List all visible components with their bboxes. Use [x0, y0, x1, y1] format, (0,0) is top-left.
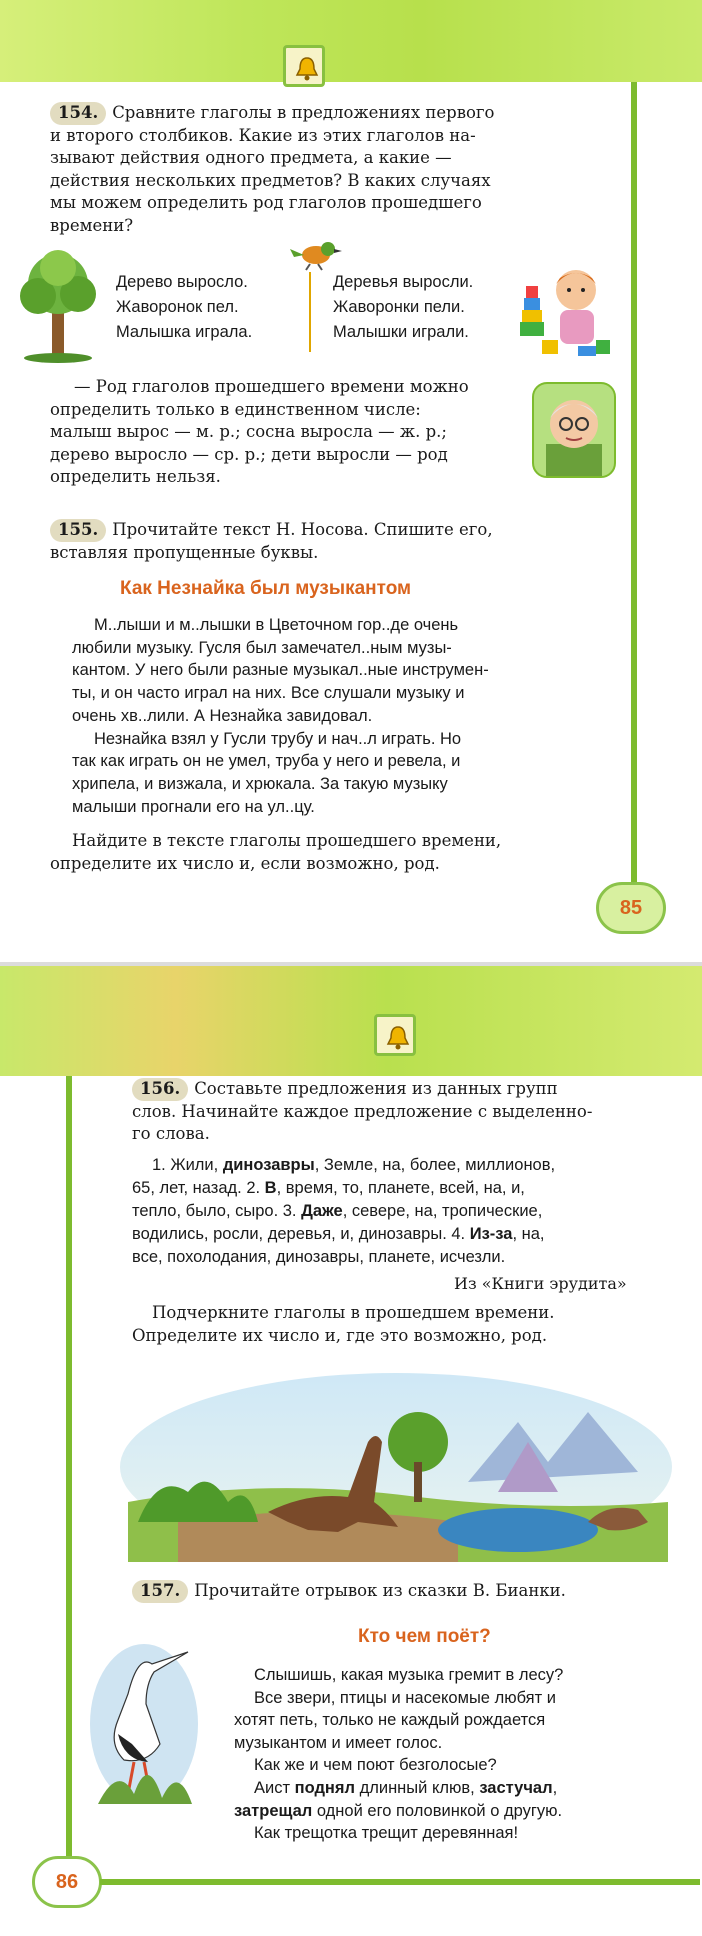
task-154	[50, 102, 580, 237]
text-line: Все звери, птицы и насекомые любят и	[254, 1688, 556, 1707]
task-text-line: времени?	[50, 215, 134, 235]
sentences-column-left	[116, 270, 252, 345]
task-text-line: определите их число и, если возможно, род.	[50, 853, 440, 873]
text-line: хрипела, и визжала, и хрюкала. За такую музыку	[72, 774, 448, 793]
word-group-line: водились, росли, деревья, и, динозавры. 4. Из-за, на,	[132, 1225, 545, 1243]
page-border-right	[631, 82, 637, 882]
word-group-line: 1. Жили, динозавры, Земле, на, более, миллионов,	[152, 1156, 556, 1174]
highlighted-word: Из-за	[469, 1225, 513, 1243]
task-number: 156.	[140, 1079, 181, 1098]
task-155-question	[50, 830, 580, 875]
word-group-line: 65, лет, назад. 2. В, время, то, планете, всей, на, и,	[132, 1179, 525, 1197]
dinosaur-landscape-illustration	[118, 1372, 674, 1562]
sentence-plural: Жаворонки пели.	[333, 298, 465, 316]
tree-illustration	[14, 248, 104, 364]
task-text-line: и второго столбиков. Какие из этих глаголов на-	[50, 125, 476, 145]
task-text-line: Определите их число и, где это возможно, род.	[132, 1325, 548, 1345]
highlighted-word: Даже	[301, 1202, 343, 1220]
sentences-column-right	[333, 270, 473, 345]
page-border-bottom	[100, 1879, 700, 1885]
page-number: 86	[32, 1856, 102, 1908]
task-text-line: мы можем определить род глаголов прошедшего	[50, 193, 482, 212]
sentence-plural: Деревья выросли.	[333, 273, 474, 291]
page-85	[0, 0, 702, 966]
rule-line: определить только в единственном числе:	[50, 399, 421, 419]
rule-line: — Род глаголов прошедшего времени можно	[74, 377, 469, 396]
bell-icon	[283, 45, 325, 87]
highlighted-word: В	[264, 1179, 277, 1197]
bird-illustration	[286, 235, 346, 271]
task-156-question	[132, 1302, 664, 1347]
text-line: затрещал одной его половинкой о другую.	[234, 1801, 563, 1820]
bell-icon	[374, 1014, 416, 1056]
task-number: 157.	[140, 1581, 181, 1600]
page-86	[0, 966, 702, 1936]
task-text-line: слов. Начинайте каждое предложение с выделенно-	[132, 1101, 593, 1121]
page-number: 85	[596, 882, 666, 934]
grammar-rule	[50, 376, 526, 489]
task-text-line: вставляя пропущенные буквы.	[50, 542, 319, 562]
nosov-text	[72, 614, 578, 818]
task-text-line: Составьте предложения из данных групп	[194, 1079, 558, 1098]
text-line: так как играть он не умел, труба у него и ревела, и	[72, 752, 461, 771]
stork-illustration	[88, 1634, 200, 1806]
task-text-line: Прочитайте отрывок из сказки В. Бианки.	[194, 1581, 566, 1600]
task-text-line: действия нескольких предметов? В каких случаях	[50, 170, 491, 190]
text-title: Кто чем поёт?	[358, 1626, 491, 1647]
task-text-line: Найдите в тексте глаголы прошедшего времени,	[72, 831, 502, 850]
sentence-singular: Дерево выросло.	[116, 273, 248, 291]
highlighted-verb: застучал	[479, 1778, 553, 1797]
text-line: любили музыку. Гусля был замечател..ным музы-	[72, 638, 452, 657]
highlighted-verb: затрещал	[234, 1801, 313, 1820]
word-groups	[132, 1154, 664, 1269]
task-155	[50, 519, 580, 564]
page-header-band	[0, 0, 702, 82]
teacher-portrait	[532, 382, 616, 478]
text-line: Как же и чем поют безголосые?	[254, 1756, 497, 1775]
task-text-line: Сравните глаголы в предложениях первого	[112, 103, 495, 122]
text-line: очень хв..лили. А Незнайка завидовал.	[72, 706, 373, 725]
page-header-band	[0, 966, 702, 1076]
column-divider	[309, 272, 311, 352]
task-157	[132, 1580, 672, 1603]
bianki-text	[234, 1664, 664, 1845]
word-group-line: тепло, было, сыро. 3. Даже, севере, на, тропические,	[132, 1202, 543, 1220]
text-line: Незнайка взял у Гусли трубу и нач..л играть. Но	[94, 729, 462, 748]
page-border-left	[66, 1076, 72, 1856]
child-with-blocks-illustration	[518, 262, 622, 362]
text-line: М..лыши и м..лышки в Цветочном гор..де очень	[94, 616, 459, 634]
text-line: малыши прогнали его на ул..цу.	[72, 797, 315, 816]
text-line: Как трещотка трещит деревянная!	[254, 1824, 519, 1843]
text-line: ты, и он часто играл на них. Все слушали музыку и	[72, 684, 465, 703]
text-line: музыкантом и имеет голос.	[234, 1733, 443, 1752]
highlighted-verb: поднял	[294, 1778, 356, 1797]
text-title: Как Незнайка был музыкантом	[120, 578, 412, 599]
task-156	[132, 1078, 664, 1146]
text-line: хотят петь, только не каждый рождается	[234, 1711, 546, 1730]
task-text-line: Прочитайте текст Н. Носова. Спишите его,	[112, 520, 493, 539]
task-number: 154.	[58, 103, 99, 122]
highlighted-word: динозавры	[222, 1156, 315, 1174]
sentence-singular: Малышка играла.	[116, 323, 253, 341]
task-number: 155.	[58, 520, 99, 539]
task-text-line: го слова.	[132, 1124, 210, 1143]
text-line: Слышишь, какая музыка гремит в лесу?	[254, 1666, 564, 1684]
rule-line: определить нельзя.	[50, 467, 221, 486]
task-text-line: зывают действия одного предмета, а какие —	[50, 148, 452, 167]
rule-line: дерево выросло — ср. р.; дети выросли — род	[50, 444, 448, 464]
sentence-plural: Малышки играли.	[333, 323, 469, 341]
text-source: Из «Книги эрудита»	[454, 1274, 627, 1293]
word-group-line: все, похолодания, динозавры, планете, исчезли.	[132, 1248, 506, 1266]
text-line: кантом. У него были разные музыкал..ные инструмен-	[72, 661, 489, 680]
text-line: Аист поднял длинный клюв, застучал,	[254, 1778, 558, 1797]
task-text-line: Подчеркните глаголы в прошедшем времени.	[152, 1303, 555, 1322]
rule-line: малыш вырос — м. р.; сосна выросла — ж. р.;	[50, 422, 447, 441]
sentence-singular: Жаворонок пел.	[116, 298, 239, 316]
